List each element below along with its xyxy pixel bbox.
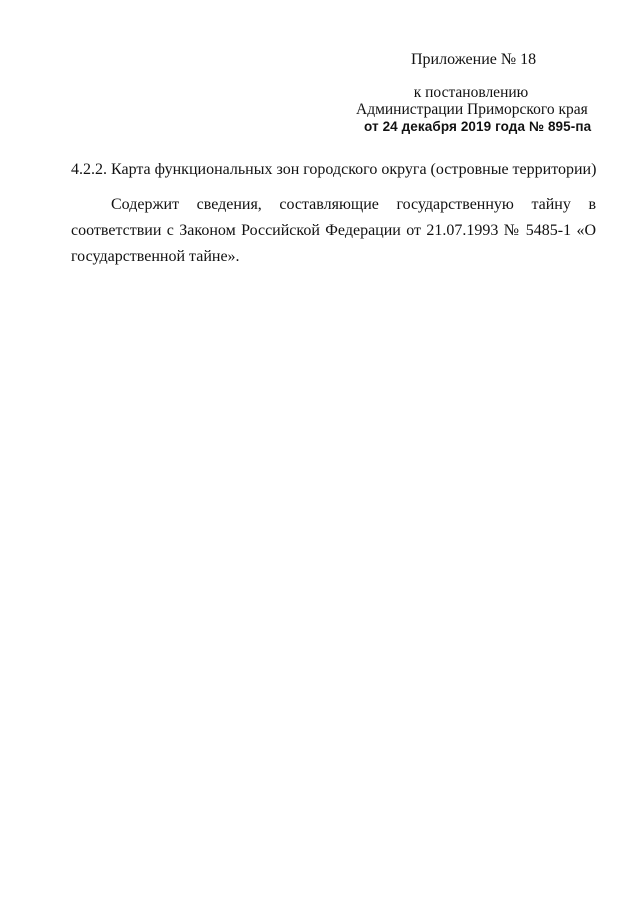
resolution-reference: к постановлению (413, 84, 529, 101)
annex-reference-block (356, 84, 592, 135)
annex-title: Приложение № 18 (411, 51, 537, 68)
section-heading: 4.2.2. Карта функциональных зон городского округа (островные территории) (71, 161, 597, 178)
resolution-date-stamp: от 24 декабря 2019 года № 895-па (364, 119, 592, 134)
body-paragraph: Содержит сведения, составляющие государственную тайну в соответствии с Законом Российской Федерации от 21.07.1993 № 5485-1 «О государственной тайне». (71, 196, 596, 265)
issuing-authority: Администрации Приморского края (356, 101, 588, 118)
